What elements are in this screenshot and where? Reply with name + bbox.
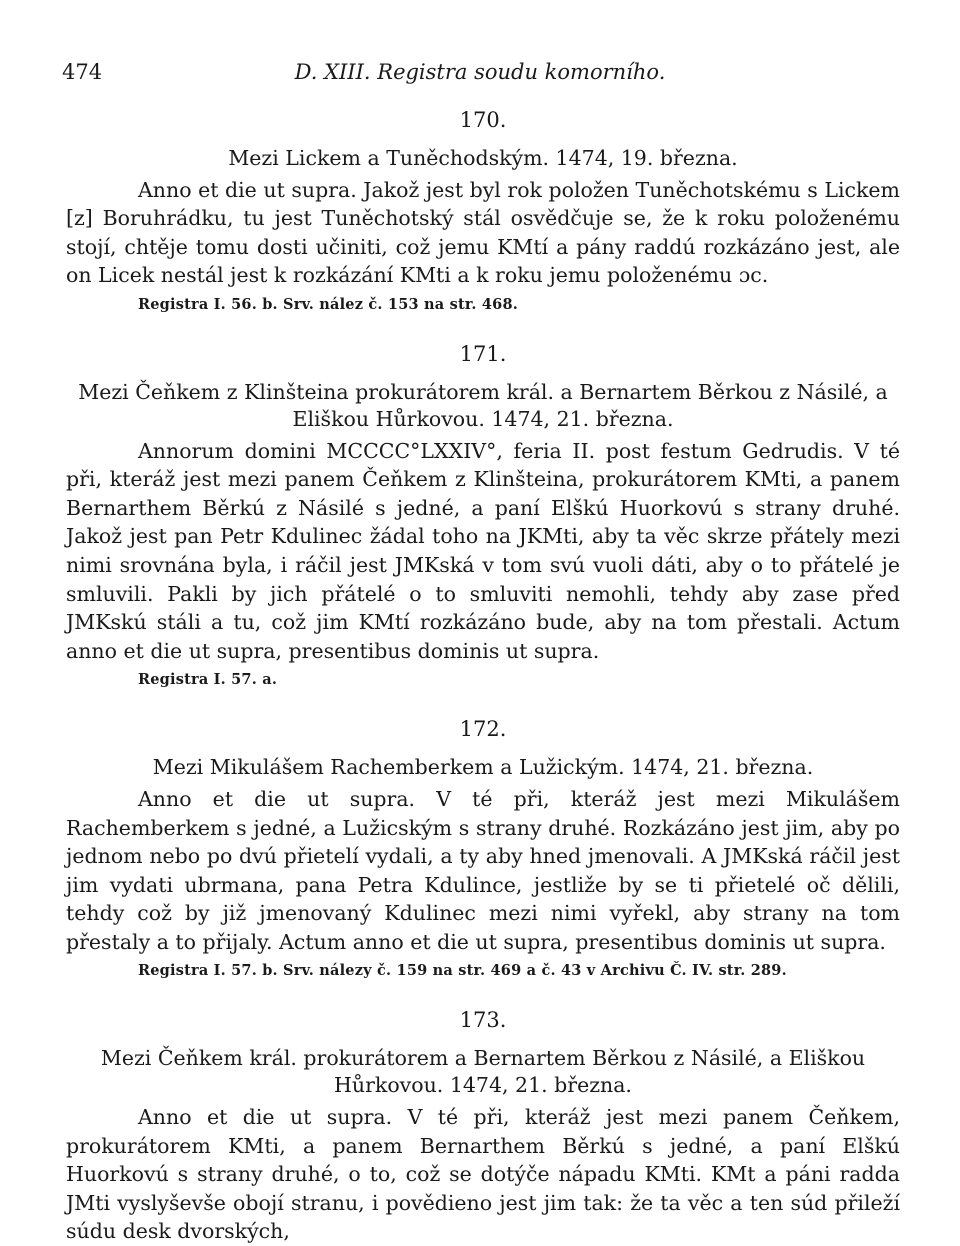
entry-heading: Mezi Mikulášem Rachemberkem a Lužickým. 1474, 21. března.: [152, 754, 814, 779]
entry-paragraph: Anno et die ut supra. Jakož jest byl rok položen Tuněchotskému s Lickem [z] Boruhrádku, tu jest Tuněchotský stál osvědčuje se, že k roku položenému stojí, chtěje tomu dosti učiniti, což jemu KMtí a pány raddú rozkázáno jest, ale on Licek nestál jest k rozkázání KMti a k roku jemu položenému ɔc.: [66, 177, 900, 288]
page-header: [62, 60, 898, 90]
entry-text: [66, 437, 900, 666]
entry-170: [66, 106, 900, 314]
source-note: Registra I. 57. b. Srv. nálezy č. 159 na str. 469 a č. 43 v Archivu Č. IV. str. 289.: [138, 962, 787, 980]
entry-number: 171.: [459, 341, 507, 366]
source-note: Registra I. 57. a.: [138, 671, 278, 689]
entry-173: [66, 1006, 900, 1246]
entry-paragraph: Anno et die ut supra. V té při, kteráž jest mezi Mikulášem Rachemberkem s jedné, a Lužicským s strany druhé. Rozkázáno jest jim, aby po jednom nebo po dvú přietelí vydali, a ty aby hned jmenovali. A JMKská ráčil jest jim vydati ubrmana, pana Petra Kdulince, jestliže by se ti přietelé oč dělili, tehdy což by již jmenovaný Kdulinec mezi nimi vyřekl, aby strany na tom přestaly a to přijaly. Actum anno et die ut supra, presentibus dominis ut supra.: [66, 786, 900, 954]
entry-heading: Mezi Čeňkem z Klinšteina prokurátorem král. a Bernartem Běrkou z Násilé, a Eliškou Hůrkovou. 1474, 21. března.: [78, 379, 888, 431]
entry-heading: Mezi Lickem a Tuněchodským. 1474, 19. března.: [228, 145, 738, 170]
entry-text: [66, 1103, 900, 1246]
entry-text: [66, 785, 900, 957]
source-note: Registra I. 56. b. Srv. nález č. 153 na str. 468.: [138, 295, 518, 313]
entry-paragraph: Anno et die ut supra. V té při, kteráž jest mezi panem Čeňkem, prokurátorem KMti, a panem Bernarthem Běrkú s jedné, a paní Elškú Huorkovú s strany druhé, o to, což se dotýče nápadu KMti. KMt a páni radda JMti vyslyševše obojí stranu, i povědieno jest jim tak: že ta věc a ten súd přileží súdu desk dvorských,: [66, 1105, 900, 1244]
entry-heading: Mezi Čeňkem král. prokurátorem a Bernartem Běrkou z Násilé, a Eliškou Hůrkovou. 1474, 21. března.: [100, 1046, 866, 1098]
entry-172: [66, 715, 900, 980]
page-body: [66, 106, 900, 1246]
entry-171: [66, 340, 900, 689]
entry-number: 170.: [459, 108, 507, 132]
entry-paragraph: Annorum domini MCCCC°LXXIV°, feria II. post festum Gedrudis. V té při, kteráž jest mezi panem Čeňkem z Klinšteina, prokurátorem KMti, a panem Bernarthem Běrkú z Násilé s jedné, a paní Elškú Huorkovú s strany druhé. Jakož jest pan Petr Kdulinec žádal toho na JKMti, aby ta věc skrze přátely mezi nimi srovnána byla, i ráčil jest JMKská v tom svú vuoli dáti, aby o to přátelé je smluvili. Pakli by jich přátelé o to smluviti nemohli, tehdy aby zase před JMKskú stáli a tu, což jim KMtí rozkázáno bude, aby na tom přestali. Actum anno et die ut supra, presentibus dominis ut supra.: [66, 438, 900, 663]
page-number: 474: [62, 60, 103, 84]
entry-text: [66, 176, 900, 290]
entry-number: 172.: [459, 717, 507, 742]
running-title: D. XIII. Registra soudu komorního.: [294, 60, 666, 84]
entry-number: 173.: [459, 1008, 507, 1033]
